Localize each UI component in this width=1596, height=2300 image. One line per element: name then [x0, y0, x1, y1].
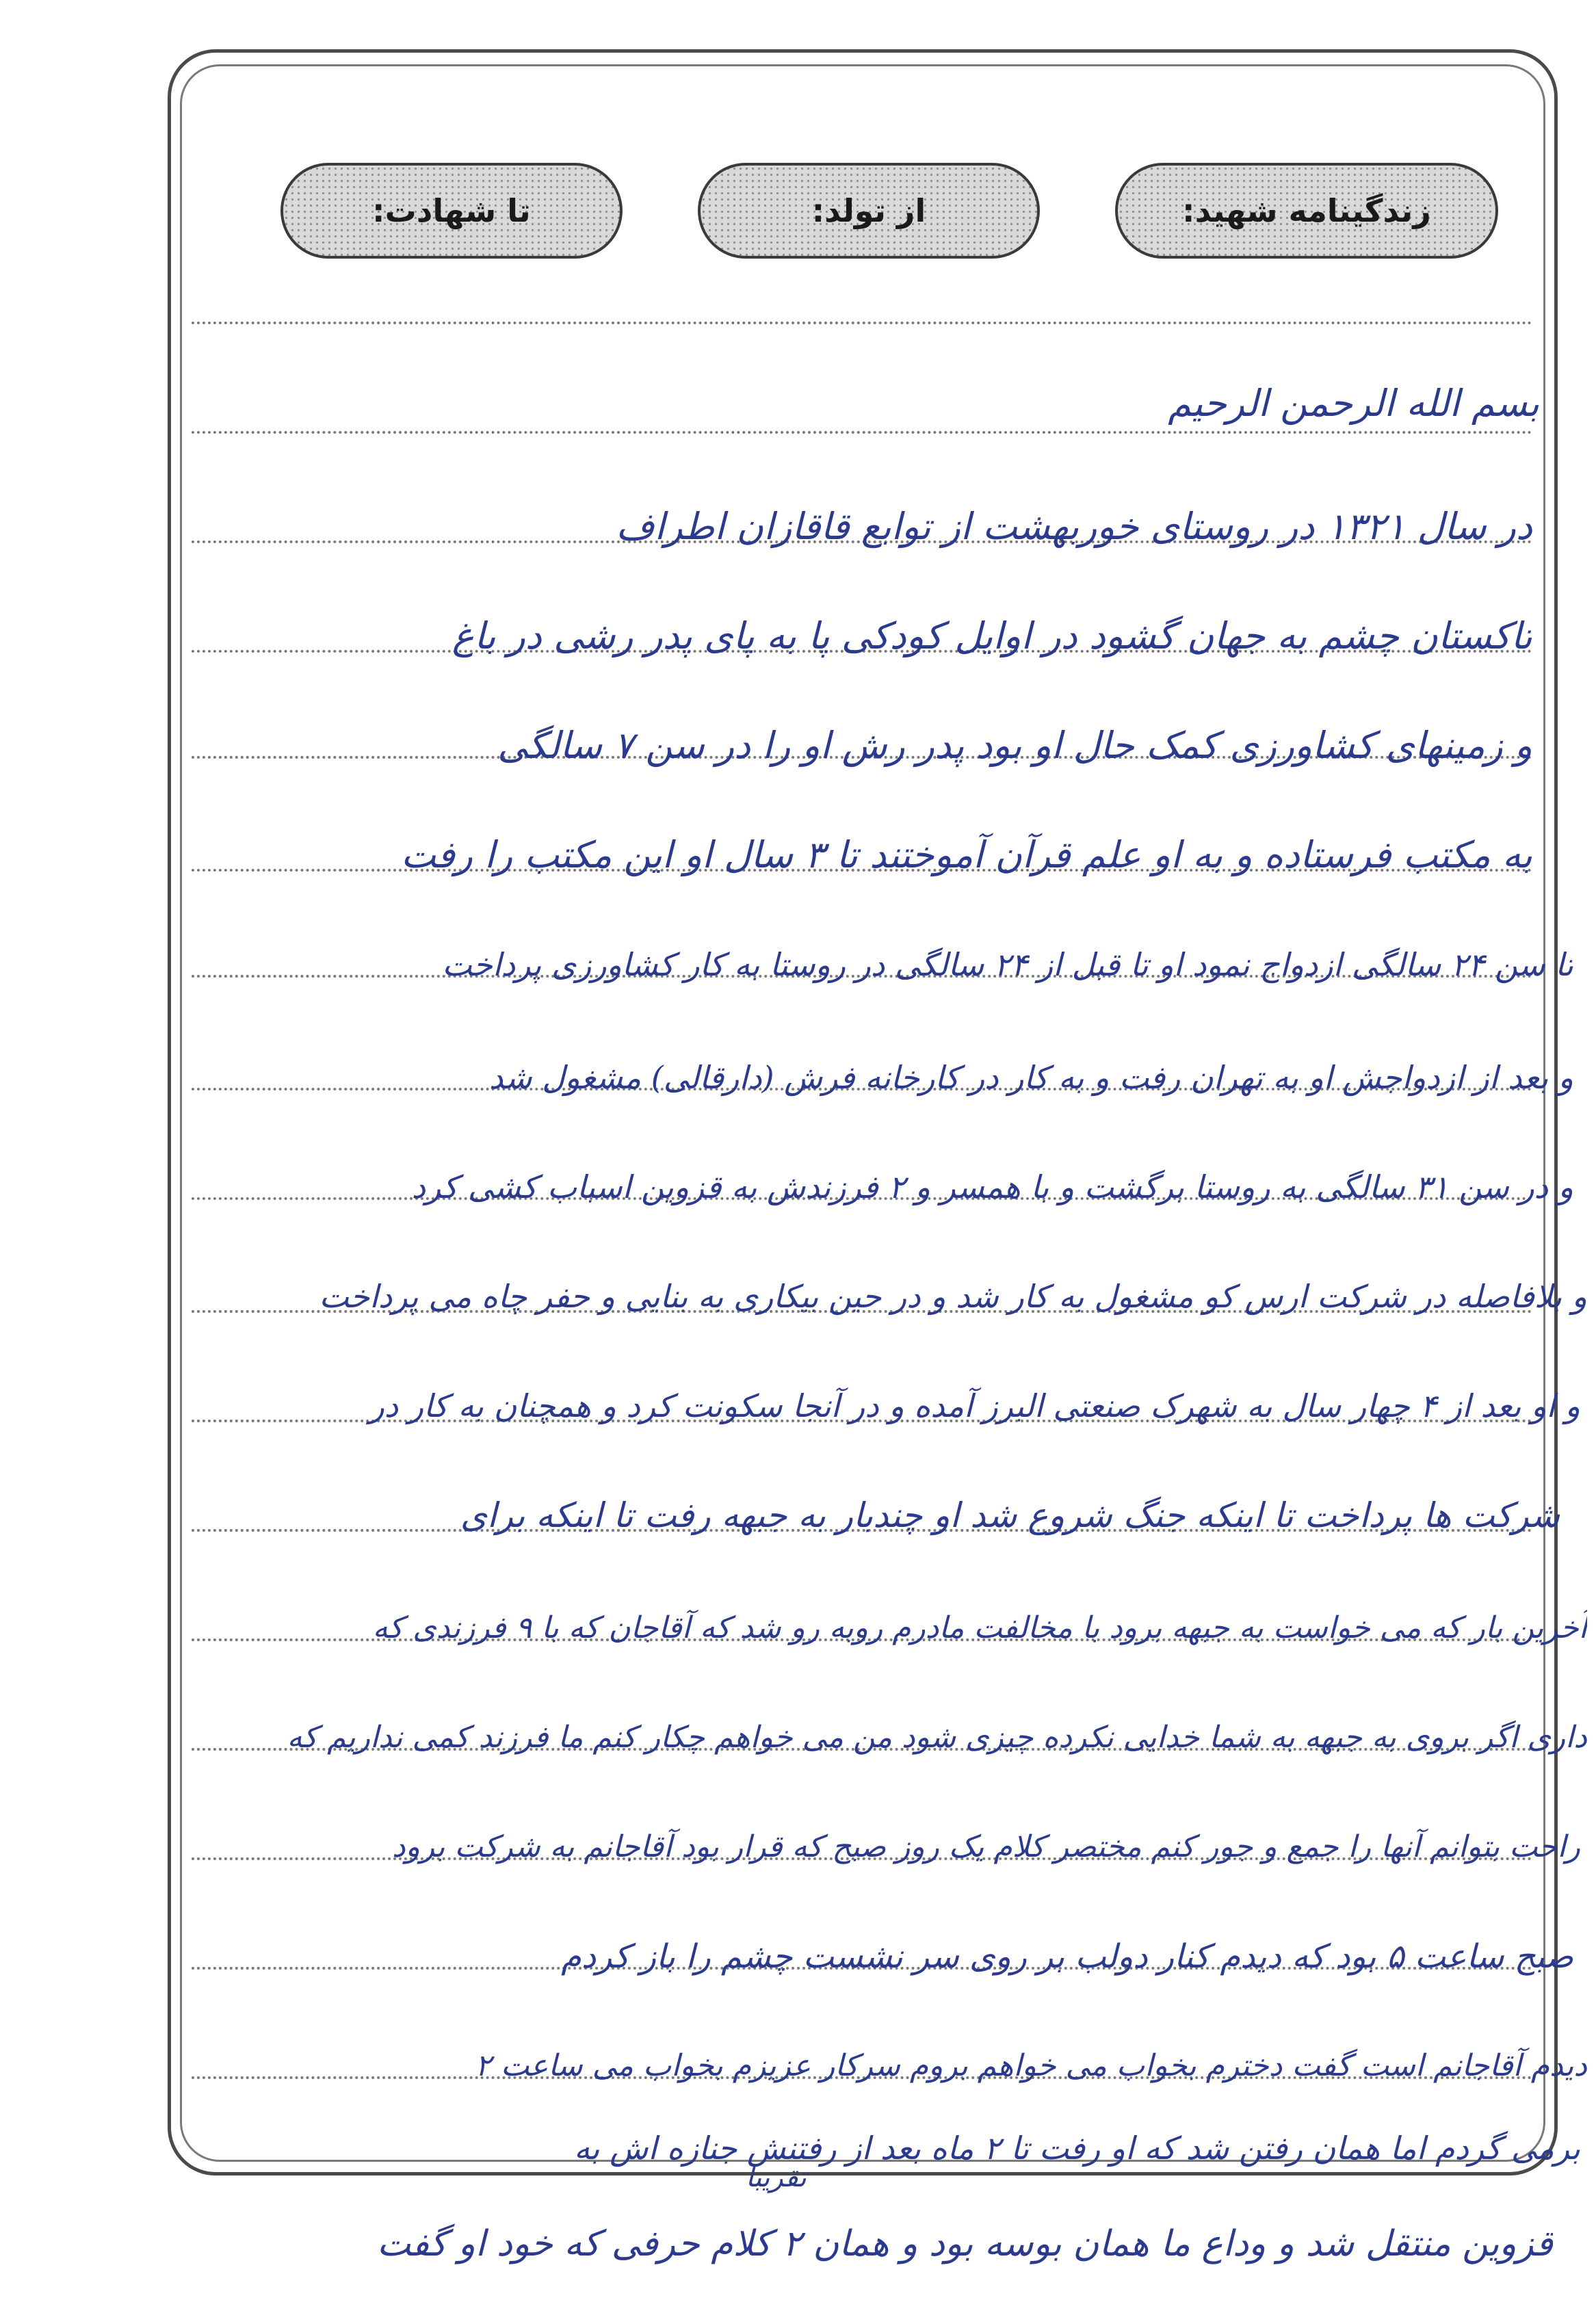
field-martyrdom-date-label: تا شهادت: [372, 192, 531, 229]
handwritten-line: و او بعد از ۴ چهار سال به شهرک صنعتی البرز آمده و در آنجا سکونت کرد و همچنان به کار در [369, 1387, 1580, 1424]
handwritten-line: تاکستان چشم به جهان گشود در اوایل کودکی پا به پای پدر رشی در باغ [452, 614, 1532, 657]
handwritten-line: و بعد از ازدواجش او به تهران رفت و به کار در کارخانه فرش (دارقالی) مشغول شد [488, 1059, 1573, 1096]
field-martyrdom-date [280, 163, 623, 259]
handwritten-line: برمی گردم اما همان رفتن شد که او رفت تا ۲ ماه بعد از رفتنش جنازه اش به [574, 2130, 1580, 2167]
handwritten-line: شرکت ها پرداخت تا اینکه جنگ شروع شد او چندبار به جبهه رفت تا اینکه برای [460, 1495, 1560, 1535]
handwritten-line: آخرین بار که می خواست به جبهه برود با مخالفت مادرم روبه رو شد که آقاجان که با ۹ فرزندی که [372, 1610, 1587, 1645]
handwritten-line: و در سن ۳۱ سالگی به روستا برگشت و با همسر و ۲ فرزندش به قزوین اسباب کشی کرد [411, 1168, 1573, 1205]
handwritten-line: قزوین منتقل شد و وداع ما همان بوسه بود و همان ۲ کلام حرفی که خود او گفت [377, 2223, 1553, 2264]
handwritten-line: در سال ۱۳۲۱ در روستای خوربهشت از توابع قاقازان اطراف [616, 505, 1532, 548]
handwritten-line-basmala: بسم الله الرحمن الرحیم [1168, 382, 1539, 425]
field-birth-date [698, 163, 1040, 259]
handwritten-line: و زمینهای کشاورزی کمک حال او بود پدر رش او را در سن ۷ سالگی [497, 724, 1532, 767]
handwritten-line: تا سن ۲۴ سالگی ازدواج نمود او تا قبل از ۲۴ سالگی در روستا به کار کشاورزی پرداخت [442, 946, 1573, 983]
margin-note: تقریبا [746, 2162, 807, 2193]
handwritten-line: داری اگر بروی به جبهه به شما خدایی نکرده چیزی شود من می خواهم چکار کنم ما فرزند کمی نداریم که [287, 1720, 1587, 1755]
field-martyr-biography [1115, 163, 1498, 259]
handwritten-line: صبح ساعت ۵ بود که دیدم کنار دولب بر روی سر نشست چشم را باز کردم [561, 1937, 1573, 1976]
field-martyr-biography-label: زندگینامه شهید: [1182, 192, 1431, 229]
handwritten-line: به مکتب فرستاده و به او علم قرآن آموختند تا ۳ سال او این مکتب را رفت [401, 833, 1532, 876]
handwritten-line: راحت بتوانم آنها را جمع و جور کنم مختصر کلام یک روز صبح که قرار بود آقاجانم به شرکت برود [392, 1829, 1580, 1864]
handwritten-line: و بلافاصله در شرکت ارس کو مشغول به کار شد و در حین بیکاری به بنایی و حفر چاه می پرداخت [319, 1278, 1587, 1315]
ruled-line [192, 322, 1532, 324]
handwritten-line: دیدم آقاجانم است گفت دخترم بخواب می خواهم بروم سرکار عزیزم بخواب می ساعت ۲ [475, 2048, 1587, 2083]
field-birth-date-label: از تولد: [811, 192, 926, 229]
